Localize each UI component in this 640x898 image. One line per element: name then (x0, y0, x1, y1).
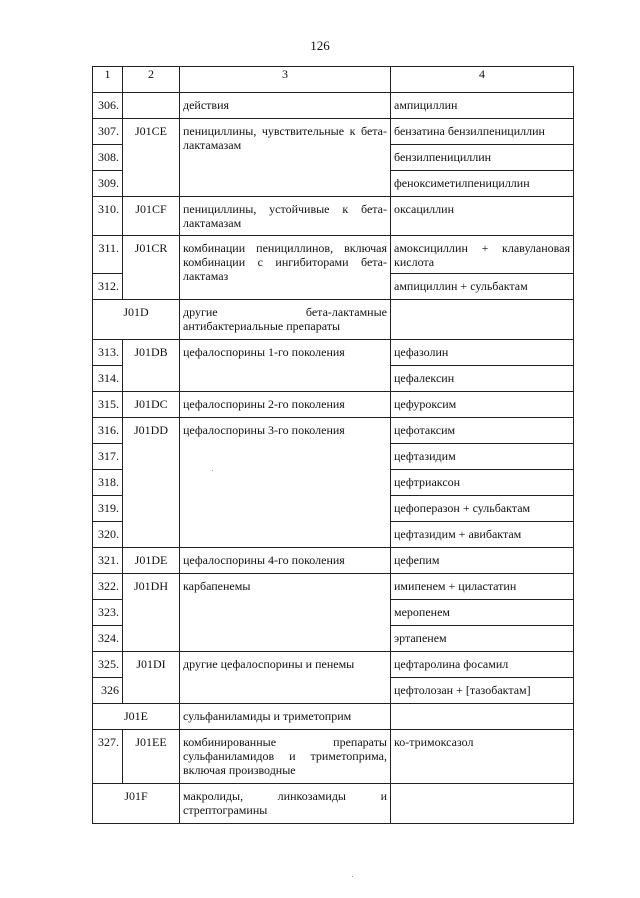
row-number: 312. (93, 274, 123, 300)
group-description: цефалоспорины 1-го поколения (180, 340, 391, 392)
atc-code: J01DD (123, 418, 180, 548)
atc-code: J01DH (123, 574, 180, 652)
group-row (93, 300, 574, 340)
drug-name: цефтолозан + [тазобактам] (391, 678, 574, 704)
drug-name: эртапенем (391, 626, 574, 652)
drug-name: цефтазидим (391, 444, 574, 470)
group-row (93, 704, 574, 730)
table-row (93, 392, 574, 418)
row-number: 325. (93, 652, 123, 678)
atc-code: J01DE (123, 548, 180, 574)
table-row (93, 652, 574, 678)
drug-name-empty (391, 300, 574, 340)
row-number: 321. (93, 548, 123, 574)
row-number: 318. (93, 470, 123, 496)
group-description: цефалоспорины 3-го поколения (180, 418, 391, 548)
group-description: другие бета-лактамные антибактериальные препараты (180, 300, 391, 340)
drug-name: бензилпенициллин (391, 145, 574, 171)
table-row (93, 119, 574, 145)
atc-code: J01DB (123, 340, 180, 392)
group-description: другие цефалоспорины и пенемы (180, 652, 391, 704)
atc-code: J01CF (123, 197, 180, 236)
drug-name: цефотаксим (391, 418, 574, 444)
drug-name: цефтазидим + авибактам (391, 522, 574, 548)
row-number: 313. (93, 340, 123, 366)
drug-name: цефепим (391, 548, 574, 574)
drug-name-empty (391, 704, 574, 730)
group-description: макролиды, линкозамиды и стрептограмины (180, 784, 391, 824)
group-description: комбинации пенициллинов, включая комбинации с ингибиторами бета-лактамаз (180, 236, 391, 300)
table-row (93, 548, 574, 574)
drug-table (92, 66, 574, 824)
group-row (93, 784, 574, 824)
drug-name: амоксициллин + клавулановая кислота (391, 236, 574, 274)
drug-name: ампициллин + сульбактам (391, 274, 574, 300)
drug-name: цефуроксим (391, 392, 574, 418)
row-number: 324. (93, 626, 123, 652)
table-row (93, 93, 574, 119)
atc-group-code: J01F (93, 784, 180, 824)
row-number: 320. (93, 522, 123, 548)
drug-name: имипенем + циластатин (391, 574, 574, 600)
group-description: цефалоспорины 2-го поколения (180, 392, 391, 418)
group-description: действия (180, 93, 391, 119)
row-number: 310. (93, 197, 123, 236)
drug-name: цефтриаксон (391, 470, 574, 496)
header-cell-1: 1 (93, 67, 123, 93)
table-row (93, 730, 574, 784)
scan-speck (352, 876, 353, 877)
row-number: 309. (93, 171, 123, 197)
atc-group-code: J01D (93, 300, 180, 340)
row-number: 323. (93, 600, 123, 626)
group-description: карбапенемы (180, 574, 391, 652)
row-number: 307. (93, 119, 123, 145)
scan-speck (212, 470, 213, 471)
row-number: 327. (93, 730, 123, 784)
drug-name: бензатина бензилпенициллин (391, 119, 574, 145)
row-number: 315. (93, 392, 123, 418)
atc-group-code: J01E (93, 704, 180, 730)
drug-name: меропенем (391, 600, 574, 626)
group-description: комбинированные препараты сульфаниламидов и триметоприма, включая производные (180, 730, 391, 784)
atc-code: J01EE (123, 730, 180, 784)
drug-name: цефоперазон + сульбактам (391, 496, 574, 522)
page-number: 126 (310, 38, 330, 53)
row-number: 306. (93, 93, 123, 119)
table-row (93, 574, 574, 600)
atc-code: J01DC (123, 392, 180, 418)
row-number: 317. (93, 444, 123, 470)
row-number: 308. (93, 145, 123, 171)
table-row (93, 236, 574, 274)
group-description: сульфаниламиды и триметоприм (180, 704, 391, 730)
row-number: 316. (93, 418, 123, 444)
header-cell-2: 2 (123, 67, 180, 93)
row-number: 311. (93, 236, 123, 274)
table-row (93, 197, 574, 236)
drug-name: оксациллин (391, 197, 574, 236)
row-number: 322. (93, 574, 123, 600)
drug-name: цефазолин (391, 340, 574, 366)
atc-code: J01CR (123, 236, 180, 300)
row-number: 319. (93, 496, 123, 522)
drug-name: цефтаролина фосамил (391, 652, 574, 678)
atc-code (123, 93, 180, 119)
group-description: пенициллины, устойчивые к бета-лактамазам (180, 197, 391, 236)
table-header-row (93, 67, 574, 93)
table-row (93, 340, 574, 366)
header-cell-3: 3 (180, 67, 391, 93)
group-description: пенициллины, чувствительные к бета-лактамазам (180, 119, 391, 197)
drug-name: ко-тримоксазол (391, 730, 574, 784)
atc-code: J01CE (123, 119, 180, 197)
row-number: 326 (93, 678, 123, 704)
drug-name-empty (391, 784, 574, 824)
drug-name: цефалексин (391, 366, 574, 392)
drug-name: феноксиметилпенициллин (391, 171, 574, 197)
drug-name: ампициллин (391, 93, 574, 119)
table-row (93, 418, 574, 444)
atc-code: J01DI (123, 652, 180, 704)
row-number: 314. (93, 366, 123, 392)
group-description: цефалоспорины 4-го поколения (180, 548, 391, 574)
header-cell-4: 4 (391, 67, 574, 93)
